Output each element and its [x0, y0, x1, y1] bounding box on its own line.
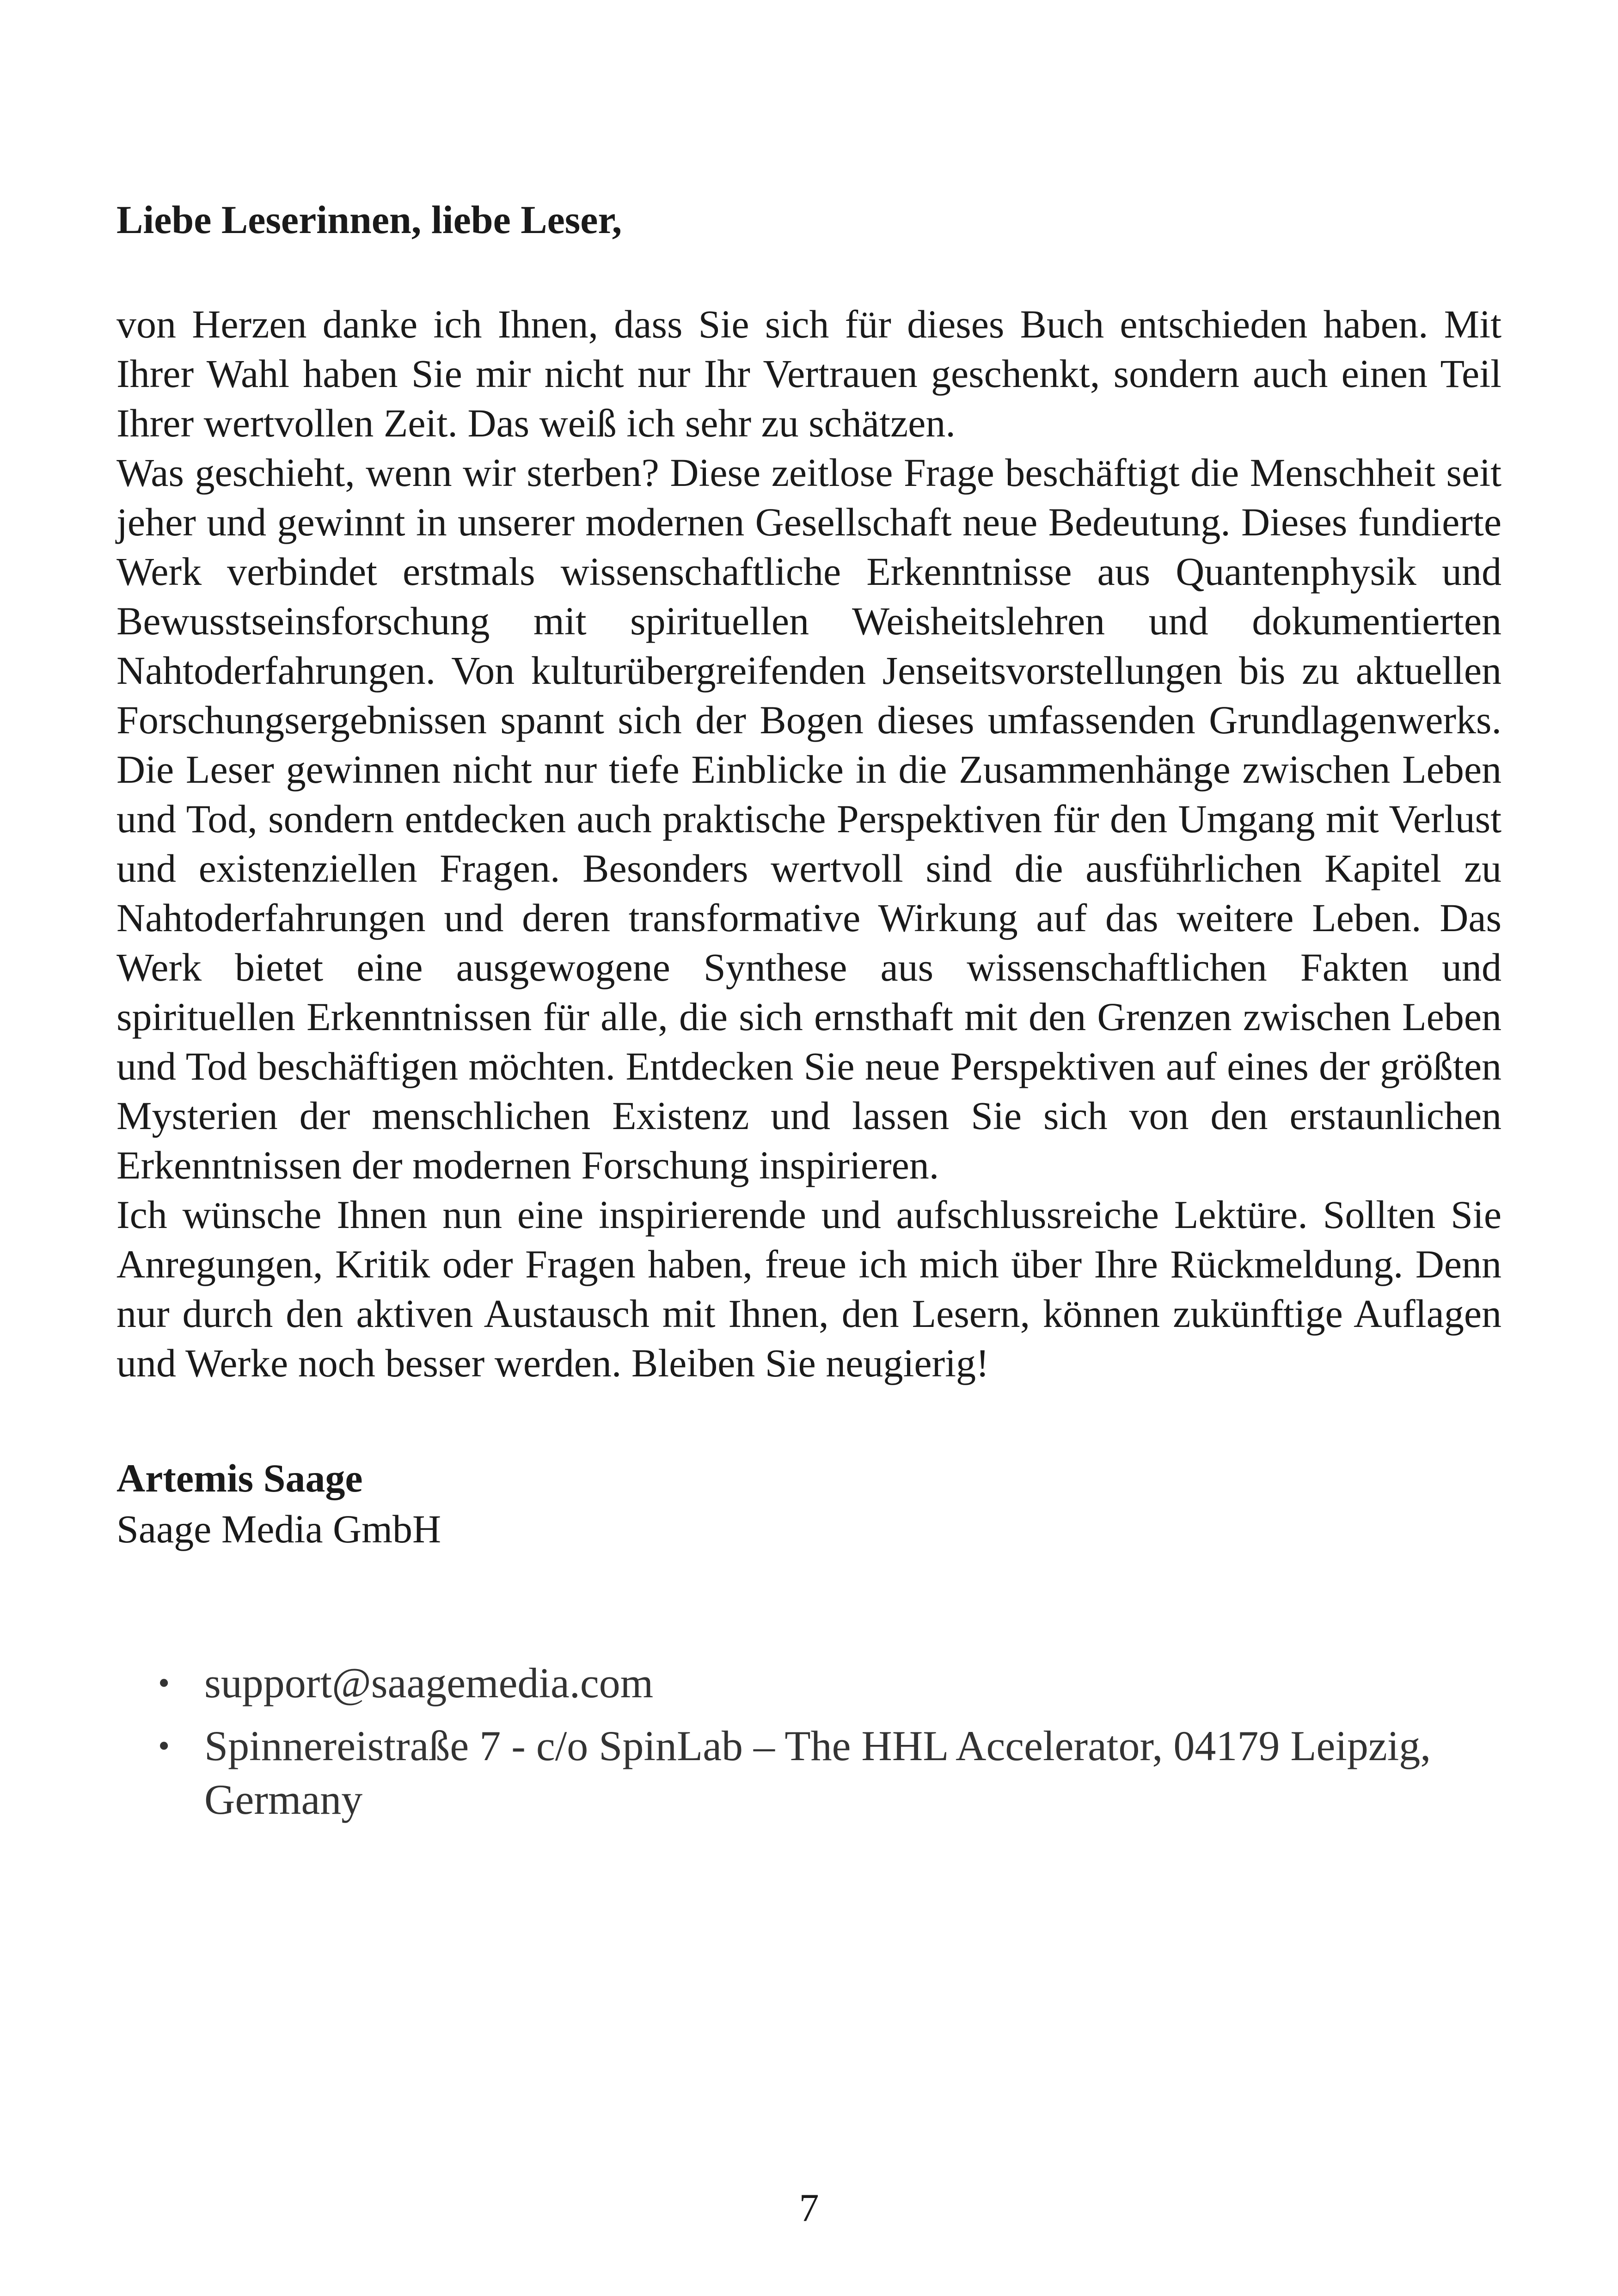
contact-list [116, 1656, 1502, 1826]
contact-address [158, 1719, 1502, 1826]
company-name: Saage Media GmbH [116, 1507, 441, 1551]
email-text: support@saagemedia.com [204, 1659, 654, 1707]
letter-greeting: Liebe Leserinnen, liebe Leser, [116, 197, 622, 242]
bullet-icon: • [158, 1664, 170, 1701]
bullet-icon: • [158, 1727, 170, 1764]
paragraph-thanks: von Herzen danke ich Ihnen, dass Sie sich für dieses Buch entschieden haben. Mit Ihrer Wahl haben Sie mir nicht nur Ihr Vertrauen geschenkt, sondern auch einen Teil Ihrer wertvollen Zeit. Das weiß ich sehr zu schätzen. [116, 302, 1502, 445]
contact-email [158, 1656, 1502, 1710]
address-text: Spinnereistraße 7 - c/o SpinLab – The HHL Accelerator, 04179 Leipzig, Germany [204, 1722, 1431, 1823]
paragraph-book-description: Was geschieht, wenn wir sterben? Diese zeitlose Frage beschäftigt die Menschheit seit jeher und gewinnt in unserer modernen Gesellschaft neue Bedeutung. Dieses fundierte Werk verbindet erstmals wissenschaftliche Erkenntnisse aus Quantenphysik und Bewusstseinsforschung mit spirituellen Weisheitslehren und dokumentierten Nahtoderfahrungen. Von kulturübergreifenden Jenseitsvorstellungen bis zu aktuellen Forschungsergebnissen spannt sich der Bogen dieses umfassenden Grundlagenwerks. Die Leser gewinnen nicht nur tiefe Einblicke in die Zusammenhänge zwischen Leben und Tod, sondern entdecken auch praktische Perspektiven für den Umgang mit Verlust und existenziellen Fragen. Besonders wertvoll sind die ausführlichen Kapitel zu Nahtoderfahrungen und deren transformative Wirkung auf das weitere Leben. Das Werk bietet eine ausgewogene Synthese aus wissenschaftlichen Fakten und spirituellen Erkenntnissen für alle, die sich ernsthaft mit den Grenzen zwischen Leben und Tod beschäftigen möchten. Entdecken Sie neue Perspektiven auf eines der größten Mysterien der menschlichen Existenz und lassen Sie sich von den erstaunlichen Erkenntnissen der modernen Forschung inspirieren. [116, 450, 1502, 1187]
letter-page [116, 194, 1502, 1836]
page-number: 7 [799, 2185, 819, 2230]
signature-block [116, 1453, 1502, 1554]
paragraph-closing: Ich wünsche Ihnen nun eine inspirierende und aufschlussreiche Lektüre. Sollten Sie Anregungen, Kritik oder Fragen haben, freue ich mich über Ihre Rückmeldung. Denn nur durch den aktiven Austausch mit Ihnen, den Lesern, können zukünftige Auflagen und Werke noch besser werden. Bleiben Sie neugierig! [116, 1192, 1502, 1385]
author-name: Artemis Saage [116, 1456, 363, 1500]
